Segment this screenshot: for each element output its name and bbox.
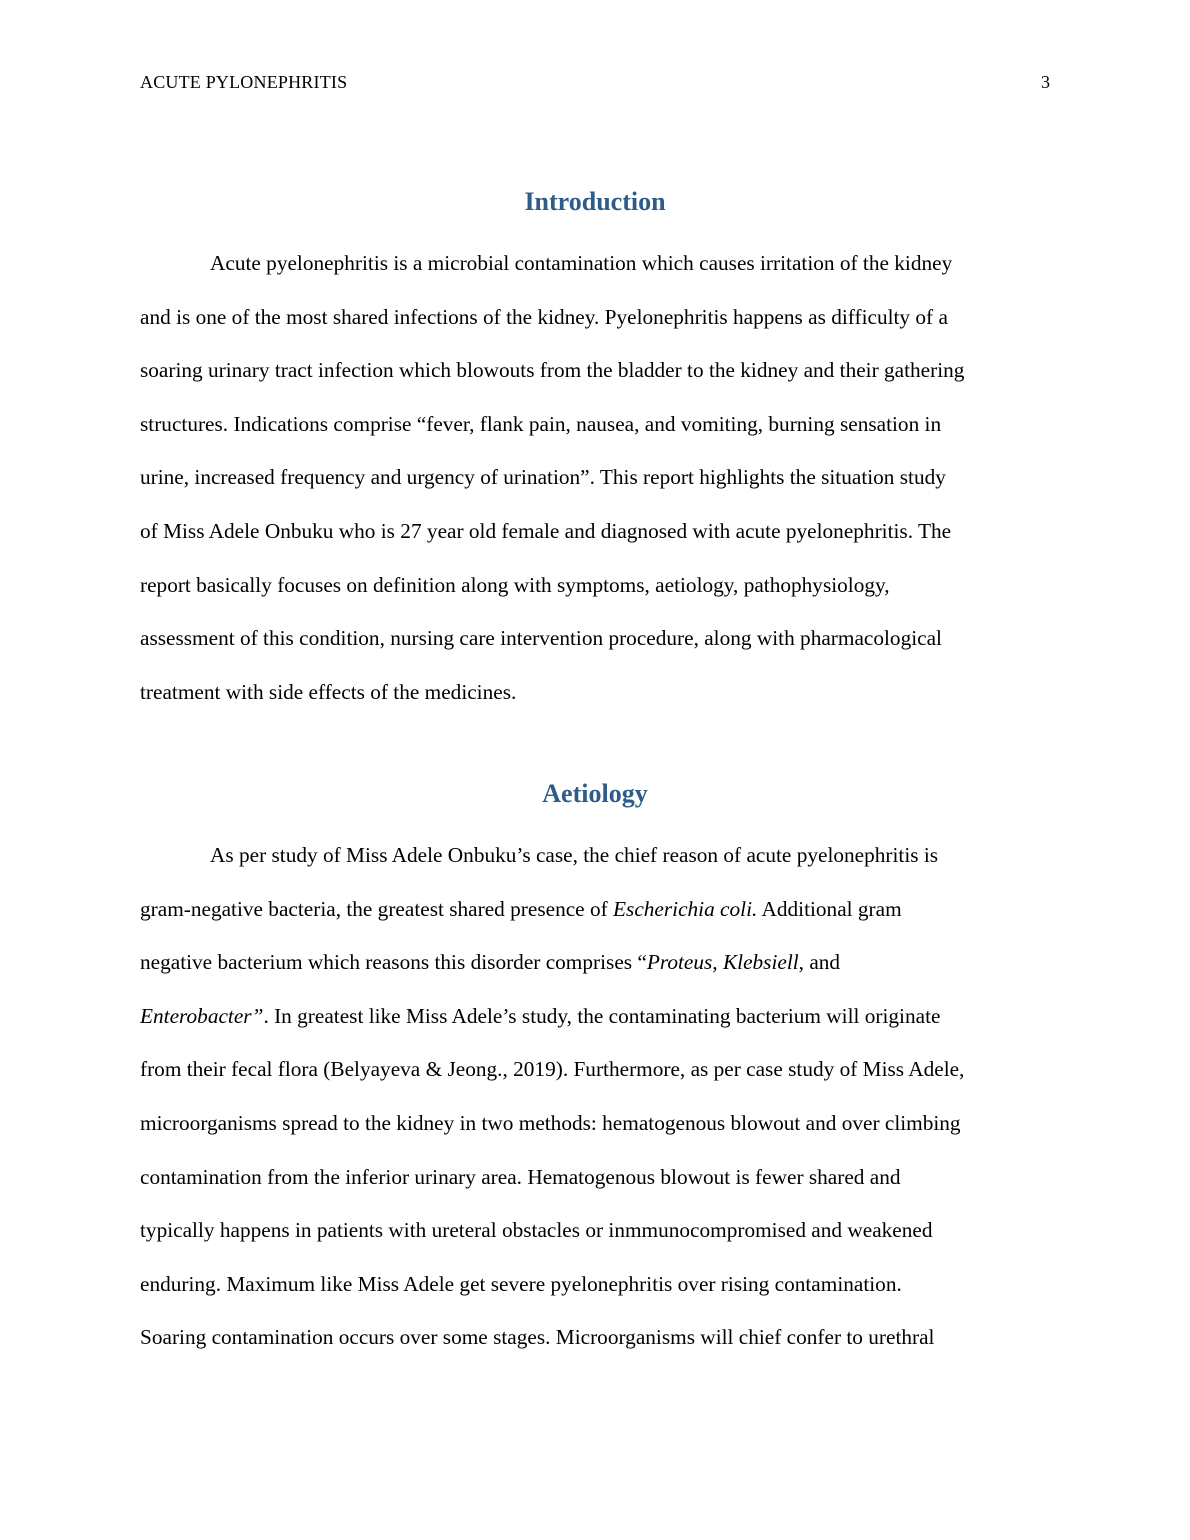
paragraph-line: urine, increased frequency and urgency of urination”. This report highlights the situation study xyxy=(140,465,946,490)
paragraph-line: from their fecal flora (Belyayeva & Jeong., 2019). Furthermore, as per case study of Miss Adele, xyxy=(140,1057,965,1082)
text-run: Additional gram xyxy=(757,896,902,921)
paragraph-line: enduring. Maximum like Miss Adele get severe pyelonephritis over rising contamination. xyxy=(140,1271,902,1296)
text-run: , and xyxy=(798,950,841,975)
paragraph-line: report basically focuses on definition along with symptoms, aetiology, pathophysiology, xyxy=(140,572,890,597)
section-heading-aetiology: Aetiology xyxy=(542,779,648,808)
paragraph-line xyxy=(140,883,1050,937)
paragraph-line: treatment with side effects of the medicines. xyxy=(140,679,517,704)
italic-species-name: Escherichia coli. xyxy=(613,896,758,921)
paragraph-line: Acute pyelonephritis is a microbial contamination which causes irritation of the kidney xyxy=(210,251,953,275)
paragraph-line: As per study of Miss Adele Onbuku’s case, the chief reason of acute pyelonephritis is xyxy=(210,843,939,867)
text-run: gram-negative bacteria, the greatest shared presence of xyxy=(140,896,614,921)
italic-species-name: Enterobacter” xyxy=(140,1003,264,1028)
paragraph-line: Soaring contamination occurs over some stages. Microorganisms will chief confer to urethral xyxy=(140,1325,935,1350)
aetiology-paragraph xyxy=(140,829,1050,1365)
paragraph-line: soaring urinary tract infection which blowouts from the bladder to the kidney and their gathering xyxy=(140,358,965,383)
paragraph-line: and is one of the most shared infections of the kidney. Pyelonephritis happens as difficulty of a xyxy=(140,304,948,329)
paragraph-line xyxy=(140,990,1050,1044)
paragraph-line: contamination from the inferior urinary area. Hematogenous blowout is fewer shared and xyxy=(140,1164,901,1189)
text-run: negative bacterium which reasons this disorder comprises “ xyxy=(140,950,647,975)
text-run: . In greatest like Miss Adele’s study, the contaminating bacterium will originate xyxy=(263,1003,941,1028)
page-number: 3 xyxy=(1041,72,1050,92)
paragraph-line: microorganisms spread to the kidney in two methods: hematogenous blowout and over climbing xyxy=(140,1110,961,1135)
section-heading-introduction: Introduction xyxy=(524,187,666,216)
paragraph-line: of Miss Adele Onbuku who is 27 year old female and diagnosed with acute pyelonephritis. The xyxy=(140,518,952,543)
italic-species-name: Proteus, Klebsiell xyxy=(646,950,799,975)
paragraph-line: assessment of this condition, nursing care intervention procedure, along with pharmacological xyxy=(140,626,942,651)
running-head: ACUTE PYLONEPHRITIS xyxy=(140,72,348,92)
paragraph-line xyxy=(140,936,1050,990)
introduction-paragraph xyxy=(140,237,1050,719)
paragraph-line: structures. Indications comprise “fever, flank pain, nausea, and vomiting, burning sensation in xyxy=(140,411,942,436)
paragraph-line: typically happens in patients with ureteral obstacles or inmmunocompromised and weakened xyxy=(140,1218,933,1243)
